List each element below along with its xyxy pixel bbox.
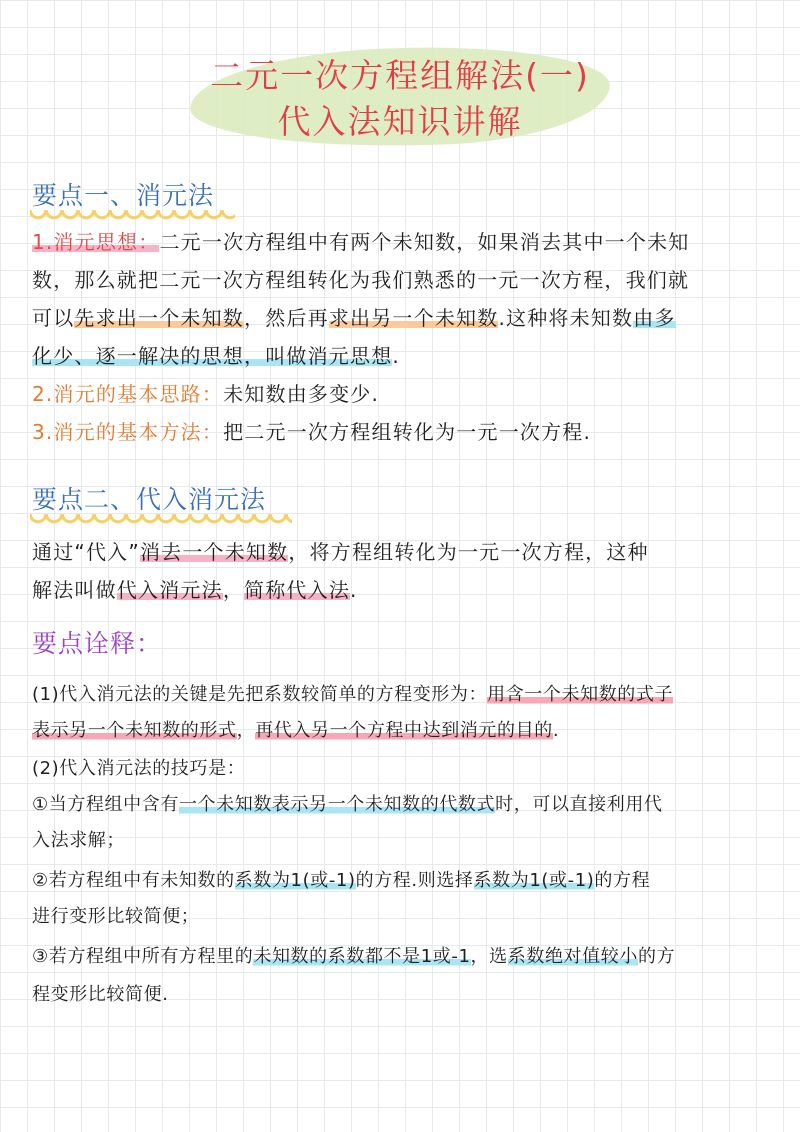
section3-row6 [32,866,772,892]
p1-line1-text: 二元一次方程组中有两个未知数，如果消去其中一个未知 [159,230,690,254]
p1-label: 1.消元思想： [32,230,160,254]
section1-p1-line2: 数，那么就把二元一次方程组转化为我们熟悉的一元一次方程，我们就 [32,268,690,292]
section1-heading: 要点一、消元法 [32,181,215,210]
s3-r2-highlight1: 表示另一个未知数的形式 [32,720,237,741]
p1-l3-highlight1: 先求出一个未知数 [74,306,245,330]
section3-row9: 程变形比较简便. [32,984,169,1005]
page-title-line1: 二元一次方程组解法(一) [210,56,590,95]
s3-r8-highlight2: 系数绝对值较小 [507,946,638,967]
s3-r4-b: 时，可以直接利用代 [495,794,663,815]
s2-l2-highlight2: 简称代入法 [244,578,351,602]
p2-text: 未知数由多变少. [223,382,380,406]
section2-wave-underline [30,514,292,524]
section3-row7: 进行变形比较简便； [32,906,200,927]
section3-row8 [32,942,772,968]
s3-r8-c: 的方 [637,946,676,967]
section3-row3: (2)代入消元法的技巧是： [32,758,246,779]
s2-l1-b: ，将方程组转化为一元一次方程，这种 [288,540,649,564]
p1-l3-highlight2: 求出另一个未知数 [328,306,499,330]
s3-r1-highlight: 用含一个未知数的式子 [487,684,674,705]
section3-row1 [32,680,772,706]
s3-r4-highlight: 一个未知数表示另一个未知数的代数式 [178,794,496,815]
s3-r6-highlight1: 系数为1(或-1) [234,870,356,891]
section1-p1-line1 [32,226,772,255]
s3-r6-c: 的方程 [594,870,651,891]
p1-l3-c: .这种将未知数 [498,306,634,330]
section1-p1-line3 [32,302,772,331]
section1-p2 [32,378,772,407]
p2-label: 2.消元的基本思路： [32,382,224,406]
p1-l4-end: . [392,344,400,368]
section1-p3 [32,416,772,445]
s2-l2-c: . [350,578,358,602]
section3-row2 [32,716,772,742]
section2-heading: 要点二、代入消元法 [32,485,267,514]
s3-r1-a: (1)代入消元法的关键是先把系数较简单的方程变形为： [32,684,488,705]
p3-label: 3.消元的基本方法： [32,420,224,444]
section2-line1 [32,536,772,565]
page-title-line2: 代入法知识讲解 [277,102,523,141]
s2-l2-highlight1: 代入消元法 [116,578,223,602]
p1-l3-b: ，然后再 [244,306,329,330]
s2-l2-a: 解法叫做 [32,578,117,602]
s3-r8-a: ③若方程组中所有方程里的 [32,946,254,967]
s3-r6-a: ②若方程组中有未知数的 [32,870,235,891]
s2-l1-a: 通过“代入” [32,540,140,564]
s3-r4-a: ①当方程组中含有 [32,794,179,815]
s3-r6-b: 的方程.则选择 [355,870,474,891]
s3-r2-highlight2: 再代入另一个方程中达到消元的目的 [255,720,553,741]
s3-r6-highlight2: 系数为1(或-1) [473,870,595,891]
s2-l1-highlight: 消去一个未知数 [139,540,289,564]
s3-r2-b: . [552,720,560,741]
section1-wave-underline [30,210,235,220]
p1-l3-highlight3: 由多 [633,306,676,330]
s2-l2-b: ， [222,578,245,602]
s3-r8-b: ，选 [470,946,508,967]
s3-r8-highlight1: 未知数的系数都不是1或-1 [253,946,471,967]
p1-l4-highlight: 化少、逐一解决的思想，叫做消元思想 [32,344,393,368]
section2-line2 [32,574,772,603]
p1-l3-a: 可以 [32,306,75,330]
s3-r2-a: ， [236,720,256,741]
section1-p1-line4 [32,340,772,369]
section3-row5: 入法求解； [32,830,125,851]
section3-row4 [32,790,772,816]
p3-text: 把二元一次方程组转化为一元一次方程. [223,420,592,444]
section3-heading: 要点诠释： [32,629,163,658]
